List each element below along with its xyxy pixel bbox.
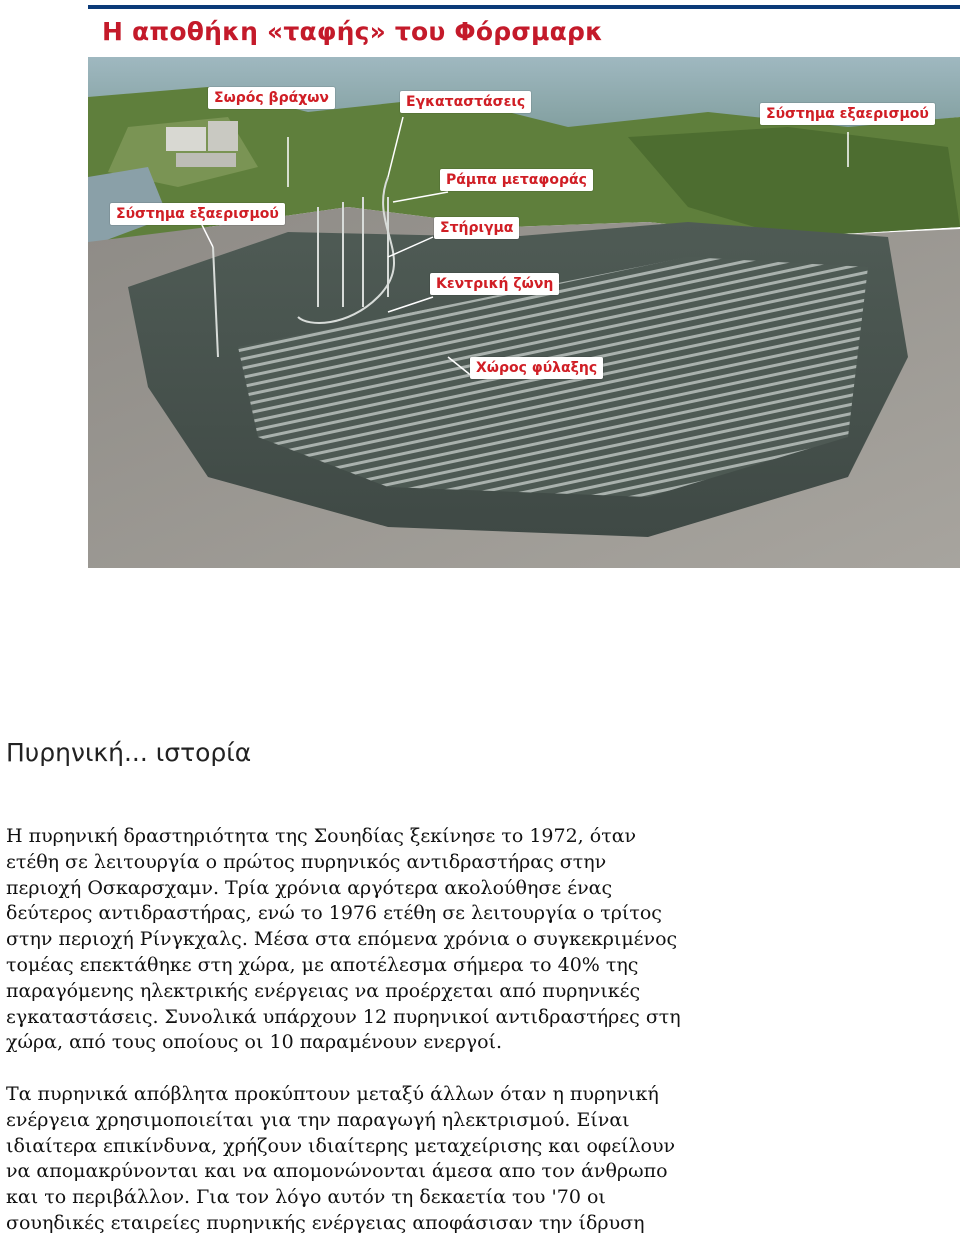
paragraph-1 <box>6 824 806 1056</box>
paragraph-line: Η πυρηνική δραστηριότητα της Σουηδίας ξεκίνησε το 1972, όταν <box>6 825 637 847</box>
paragraph-2 <box>6 1082 806 1237</box>
section-heading: Πυρηνική... ιστορία <box>6 738 252 767</box>
illustration-title: Η αποθήκη «ταφής» του Φόρσμαρκ <box>102 17 604 46</box>
callout-storage-area: Χώρος φύλαξης <box>470 357 603 379</box>
callout-ventilation-right: Σύστημα εξαερισμού <box>760 103 935 125</box>
paragraph-line: ενέργεια χρησιμοποιείται για την παραγωγή ηλεκτρισμού. Είναι <box>6 1108 630 1131</box>
paragraph-line: στην περιοχή Ρίνγκχαλς. Μέσα στα επόμενα χρόνια ο συγκεκριμένος <box>6 928 678 951</box>
paragraph-line: εγκαταστάσεις. Συνολικά υπάρχουν 12 πυρηνικοί αντιδραστήρες στη <box>6 1005 681 1028</box>
repository-illustration <box>88 5 960 568</box>
paragraph-line: και το περιβάλλον. Για τον λόγο αυτόν τη δεκαετία του '70 οι <box>6 1186 606 1209</box>
paragraph-line: ιδιαίτερα επικίνδυνα, χρήζουν ιδιαίτερης μεταχείρισης και οφείλουν <box>6 1134 676 1157</box>
article <box>6 738 956 1234</box>
callout-rock-pile: Σωρός βράχων <box>208 87 335 109</box>
callout-central-zone: Κεντρική ζώνη <box>430 273 559 295</box>
callout-facilities: Εγκαταστάσεις <box>400 91 531 113</box>
callout-ventilation-left: Σύστημα εξαερισμού <box>110 203 285 225</box>
paragraph-line: Τα πυρηνικά απόβλητα προκύπτουν μεταξύ άλλων όταν η πυρηνική <box>6 1083 659 1105</box>
paragraph-line: παραγόμενης ηλεκτρικής ενέργειας να προέρχεται από πυρηνικές <box>6 979 641 1002</box>
paragraph-line: τομέας επεκτάθηκε στη χώρα, με αποτέλεσμα σήμερα το 40% της <box>6 953 639 976</box>
paragraph-line: να απομακρύνονται και να απομονώνονται άμεσα απο τον άνθρωπο <box>6 1160 668 1183</box>
paragraph-line: σουηδικές εταιρείες πυρηνικής ενέργειας αποφάσισαν την ίδρυση <box>6 1211 645 1234</box>
paragraph-line: δεύτερος αντιδραστήρας, ενώ το 1976 ετέθη σε λειτουργία ο τρίτος <box>6 902 662 925</box>
callout-transport-ramp: Ράμπα μεταφοράς <box>440 169 593 191</box>
title-rule <box>88 5 960 9</box>
paragraph-line: ετέθη σε λειτουργία ο πρώτος πυρηνικός αντιδραστήρας στην <box>6 850 607 873</box>
paragraph-line: περιοχή Οσκαρσχαμν. Τρία χρόνια αργότερα ακολούθησε ένας <box>6 876 613 899</box>
repository-cutaway-image <box>88 57 960 568</box>
callout-support: Στήριγμα <box>434 217 519 239</box>
illustration-title-band <box>88 5 960 57</box>
paragraph-line: χώρα, από τους οποίους οι 10 παραμένουν ενεργοί. <box>6 1031 503 1054</box>
